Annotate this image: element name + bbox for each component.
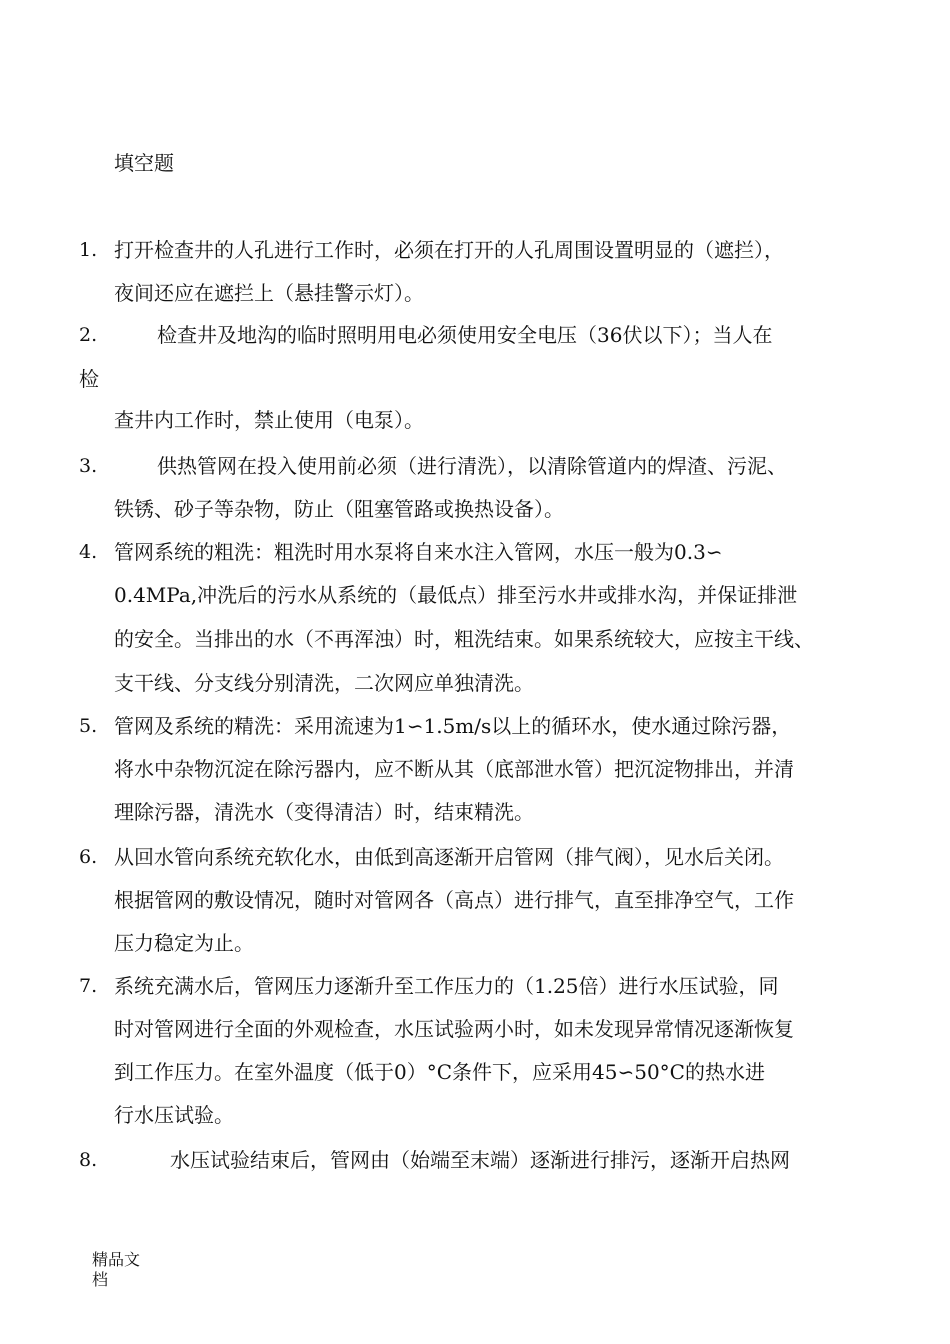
item-text-line: 到工作压力。在室外温度（低于0）°C条件下，应采用45∽50°C的热水进 <box>114 1060 765 1084</box>
item-text-line: 压力稳定为止。 <box>114 931 254 955</box>
item-number: 4. <box>79 541 98 563</box>
item-number: 6. <box>79 846 98 868</box>
item-text-line: 0.4MPa,冲洗后的污水从系统的（最低点）排至污水井或排水沟，并保证排泄 <box>114 583 798 607</box>
item-text-line: 打开检查井的人孔进行工作时，必须在打开的人孔周围设置明显的（遮拦）， <box>114 238 784 262</box>
item-text-line: 夜间还应在遮拦上（悬挂警示灯）。 <box>114 281 424 305</box>
item-text-line: 管网及系统的精洗：采用流速为1∽1.5m/s以上的循环水，使水通过除污器， <box>114 714 792 738</box>
item-text-line: 供热管网在投入使用前必须（进行清洗），以清除管道内的焊渣、污泥、 <box>157 454 787 478</box>
item-number: 1. <box>79 239 98 261</box>
item-text-line: 检查井及地沟的临时照明用电必须使用安全电压（36伏以下）；当人在 <box>157 323 773 347</box>
item-text-line: 支干线、分支线分别清洗，二次网应单独清洗。 <box>114 671 534 695</box>
item-number: 5. <box>79 715 98 737</box>
item-text-line: 管网系统的粗洗：粗洗时用水泵将自来水注入管网，水压一般为0.3∽ <box>114 540 723 564</box>
footer-watermark-text: 精品文档 <box>92 1250 141 1289</box>
item-text-line: 根据管网的敷设情况，随时对管网各（高点）进行排气，直至排净空气，工作 <box>114 888 794 912</box>
item-number: 7. <box>79 975 98 997</box>
item-text-line: 从回水管向系统充软化水，由低到高逐渐开启管网（排气阀），见水后关闭。 <box>114 845 784 869</box>
item-text-line: 系统充满水后，管网压力逐渐升至工作压力的（1.25倍）进行水压试验，同 <box>114 974 779 998</box>
item-text-line: 时对管网进行全面的外观检查，水压试验两小时，如未发现异常情况逐渐恢复 <box>114 1017 794 1041</box>
item-number: 2. <box>79 324 98 346</box>
item-text-line: 将水中杂物沉淀在除污器内，应不断从其（底部泄水管）把沉淀物排出，并清 <box>114 757 794 781</box>
item-text-line: 检 <box>79 367 99 391</box>
item-text-line: 的安全。当排出的水（不再浑浊）时，粗洗结束。如果系统较大，应按主干线、 <box>114 627 814 651</box>
item-text-line: 查井内工作时，禁止使用（电泵）。 <box>114 408 424 432</box>
item-text-line: 理除污器，清洗水（变得清洁）时，结束精洗。 <box>114 800 534 824</box>
item-number: 3. <box>79 455 98 477</box>
item-text-line: 水压试验结束后，管网由（始端至末端）逐渐进行排污，逐渐开启热网 <box>170 1148 790 1172</box>
page-title: 填空题 <box>114 151 174 175</box>
item-number: 8. <box>79 1149 98 1171</box>
item-text-line: 行水压试验。 <box>114 1103 234 1127</box>
item-text-line: 铁锈、砂子等杂物，防止（阻塞管路或换热设备）。 <box>114 497 564 521</box>
